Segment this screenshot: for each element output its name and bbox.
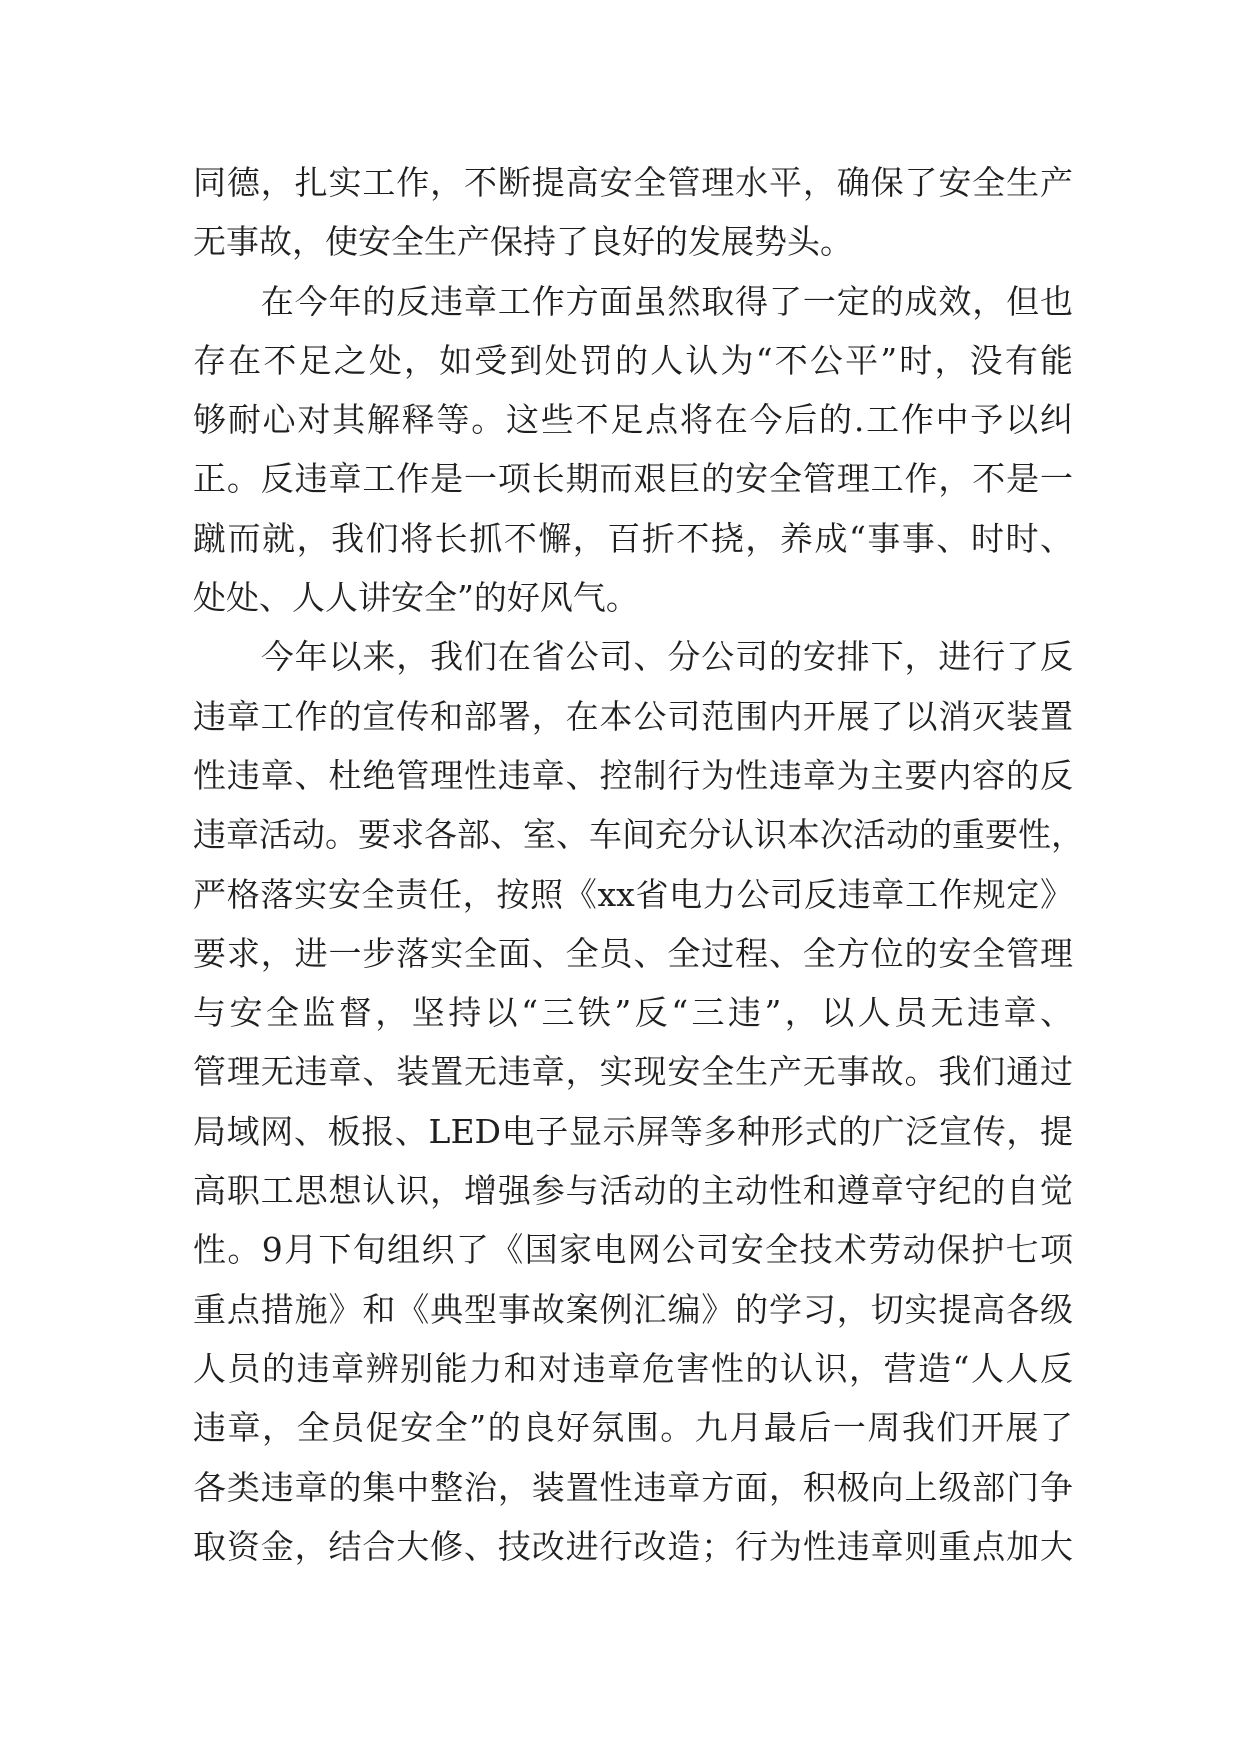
text-line: 处处、人人讲安全”的好风气。 (193, 578, 639, 618)
text-line: 违章活动。要求各部、室、车间充分认识本次活动的重要性， (193, 815, 1084, 855)
body-text (193, 153, 1084, 1576)
text-line: 高职工思想认识，增强参与活动的主动性和遵章守纪的自觉 (193, 1171, 1073, 1211)
text-line: 违章工作的宣传和部署，在本公司范围内开展了以消灭装置 (193, 696, 1073, 736)
text-line: 要求，进一步落实全面、全员、全过程、全方位的安全管理 (193, 933, 1073, 973)
text-line: 严格落实安全责任，按照《xx省电力公司反违章工作规定》 (193, 874, 1073, 914)
text-line: 各类违章的集中整治，装置性违章方面，积极向上级部门争 (193, 1467, 1073, 1507)
text-line: 无事故，使安全生产保持了良好的发展势头。 (193, 222, 853, 262)
text-line: 正。反违章工作是一项长期而艰巨的安全管理工作，不是一 (193, 459, 1073, 499)
text-line: 取资金，结合大修、技改进行改造；行为性违章则重点加大 (193, 1526, 1073, 1566)
text-line: 局域网、板报、LED电子显示屏等多种形式的广泛宣传，提 (193, 1111, 1073, 1151)
text-line: 性。9月下旬组织了《国家电网公司安全技术劳动保护七项 (193, 1230, 1073, 1270)
text-line: 在今年的反违章工作方面虽然取得了一定的成效，但也 (193, 281, 1073, 321)
text-line: 人员的违章辨别能力和对违章危害性的认识，营造“人人反 (193, 1348, 1073, 1388)
text-line: 今年以来，我们在省公司、分公司的安排下，进行了反 (193, 637, 1073, 677)
text-line: 蹴而就，我们将长抓不懈，百折不挠，养成“事事、时时、 (193, 518, 1073, 558)
text-line: 重点措施》和《典型事故案例汇编》的学习，切实提高各级 (193, 1289, 1073, 1329)
text-line: 够耐心对其解释等。这些不足点将在今后的.工作中予以纠 (193, 400, 1073, 440)
text-line: 管理无违章、装置无违章，实现安全生产无事故。我们通过 (193, 1052, 1073, 1092)
text-line: 性违章、杜绝管理性违章、控制行为性违章为主要内容的反 (193, 755, 1073, 795)
text-line: 同德，扎实工作，不断提高安全管理水平，确保了安全生产 (193, 163, 1073, 202)
text-line: 与安全监督，坚持以“三铁”反“三违”，以人员无违章、 (193, 993, 1073, 1033)
text-line: 违章，全员促安全”的良好氛围。九月最后一周我们开展了 (193, 1408, 1073, 1448)
text-line: 存在不足之处，如受到处罚的人认为“不公平”时，没有能 (193, 340, 1073, 380)
